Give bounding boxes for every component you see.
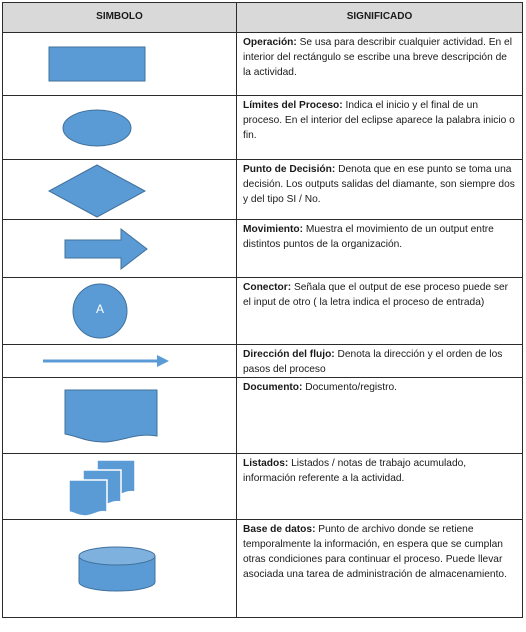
multi-document-icon <box>3 454 237 520</box>
row-text: Muestra el movimiento de un output entre distintos puntos de la organización. <box>243 224 494 250</box>
table-row <box>3 96 523 160</box>
terminator-ellipse-icon <box>3 96 237 160</box>
meaning-cell <box>237 96 523 160</box>
connector-letter: A <box>95 302 104 316</box>
symbol-cell <box>3 378 237 454</box>
row-text: Indica el inicio y el final de un proceso. En el interior del eclipse aparece la palabra inicio o fin. <box>243 100 515 141</box>
table-row <box>3 454 523 520</box>
row-title: Operación: <box>243 37 297 48</box>
meaning-cell <box>237 345 523 378</box>
row-text: Punto de archivo donde se retiene temporalmente la información, en espera que se cumplan otras condiciones para continuar el proceso. Puede llevar asociada una tarea de administración de almacenamiento. <box>243 524 507 580</box>
row-title: Límites del Proceso: <box>243 100 343 111</box>
table-row <box>3 345 523 378</box>
meaning-cell <box>237 454 523 520</box>
symbol-cell <box>3 96 237 160</box>
database-cylinder-icon <box>3 520 237 618</box>
meaning-cell <box>237 278 523 345</box>
symbol-cell <box>3 33 237 96</box>
table-row <box>3 33 523 96</box>
process-rectangle-icon <box>3 33 237 96</box>
symbol-cell <box>3 520 237 618</box>
row-title: Conector: <box>243 282 292 293</box>
meaning-cell <box>237 378 523 454</box>
table-row <box>3 220 523 278</box>
header-meaning: SIGNIFICADO <box>237 3 523 33</box>
flow-direction-arrow-icon <box>3 345 237 377</box>
decision-diamond-icon <box>3 160 237 220</box>
row-text: Señala que el output de ese proceso puede ser el input de otro ( la letra indica el proceso de entrada) <box>243 282 509 308</box>
table-header-row <box>3 3 523 33</box>
row-title: Dirección del flujo: <box>243 349 335 360</box>
header-symbol: SIMBOLO <box>3 3 237 33</box>
table-row <box>3 378 523 454</box>
table-row <box>3 520 523 618</box>
meaning-cell <box>237 220 523 278</box>
flowchart-symbol-table <box>2 2 523 618</box>
document-icon <box>3 378 237 454</box>
row-text: Denota que en ese punto se toma una decisión. Los outputs salidas del diamante, son siempre dos y del tipo SI / No. <box>243 164 515 205</box>
movement-arrow-icon <box>3 220 237 278</box>
row-text: Denota la dirección y el orden de los pasos del proceso <box>243 349 503 375</box>
row-title: Base de datos: <box>243 524 316 535</box>
flowchart-symbol-table-sheet <box>2 2 522 628</box>
row-title: Movimiento: <box>243 224 303 235</box>
row-title: Listados: <box>243 458 289 469</box>
symbol-cell <box>3 160 237 220</box>
row-title: Documento: <box>243 382 303 393</box>
row-text: Documento/registro. <box>302 382 397 393</box>
row-text: Se usa para describir cualquier actividad. En el interior del rectángulo se escribe una breve descripción de la actividad. <box>243 37 512 78</box>
row-text: Listados / notas de trabajo acumulado, información referente a la actividad. <box>243 458 467 484</box>
meaning-cell <box>237 33 523 96</box>
table-row <box>3 278 523 345</box>
row-title: Punto de Decisión: <box>243 164 336 175</box>
table-row <box>3 160 523 220</box>
symbol-cell <box>3 454 237 520</box>
symbol-cell <box>3 345 237 378</box>
meaning-cell <box>237 520 523 618</box>
symbol-cell <box>3 220 237 278</box>
symbol-cell <box>3 278 237 345</box>
connector-circle-icon <box>3 278 237 345</box>
meaning-cell <box>237 160 523 220</box>
